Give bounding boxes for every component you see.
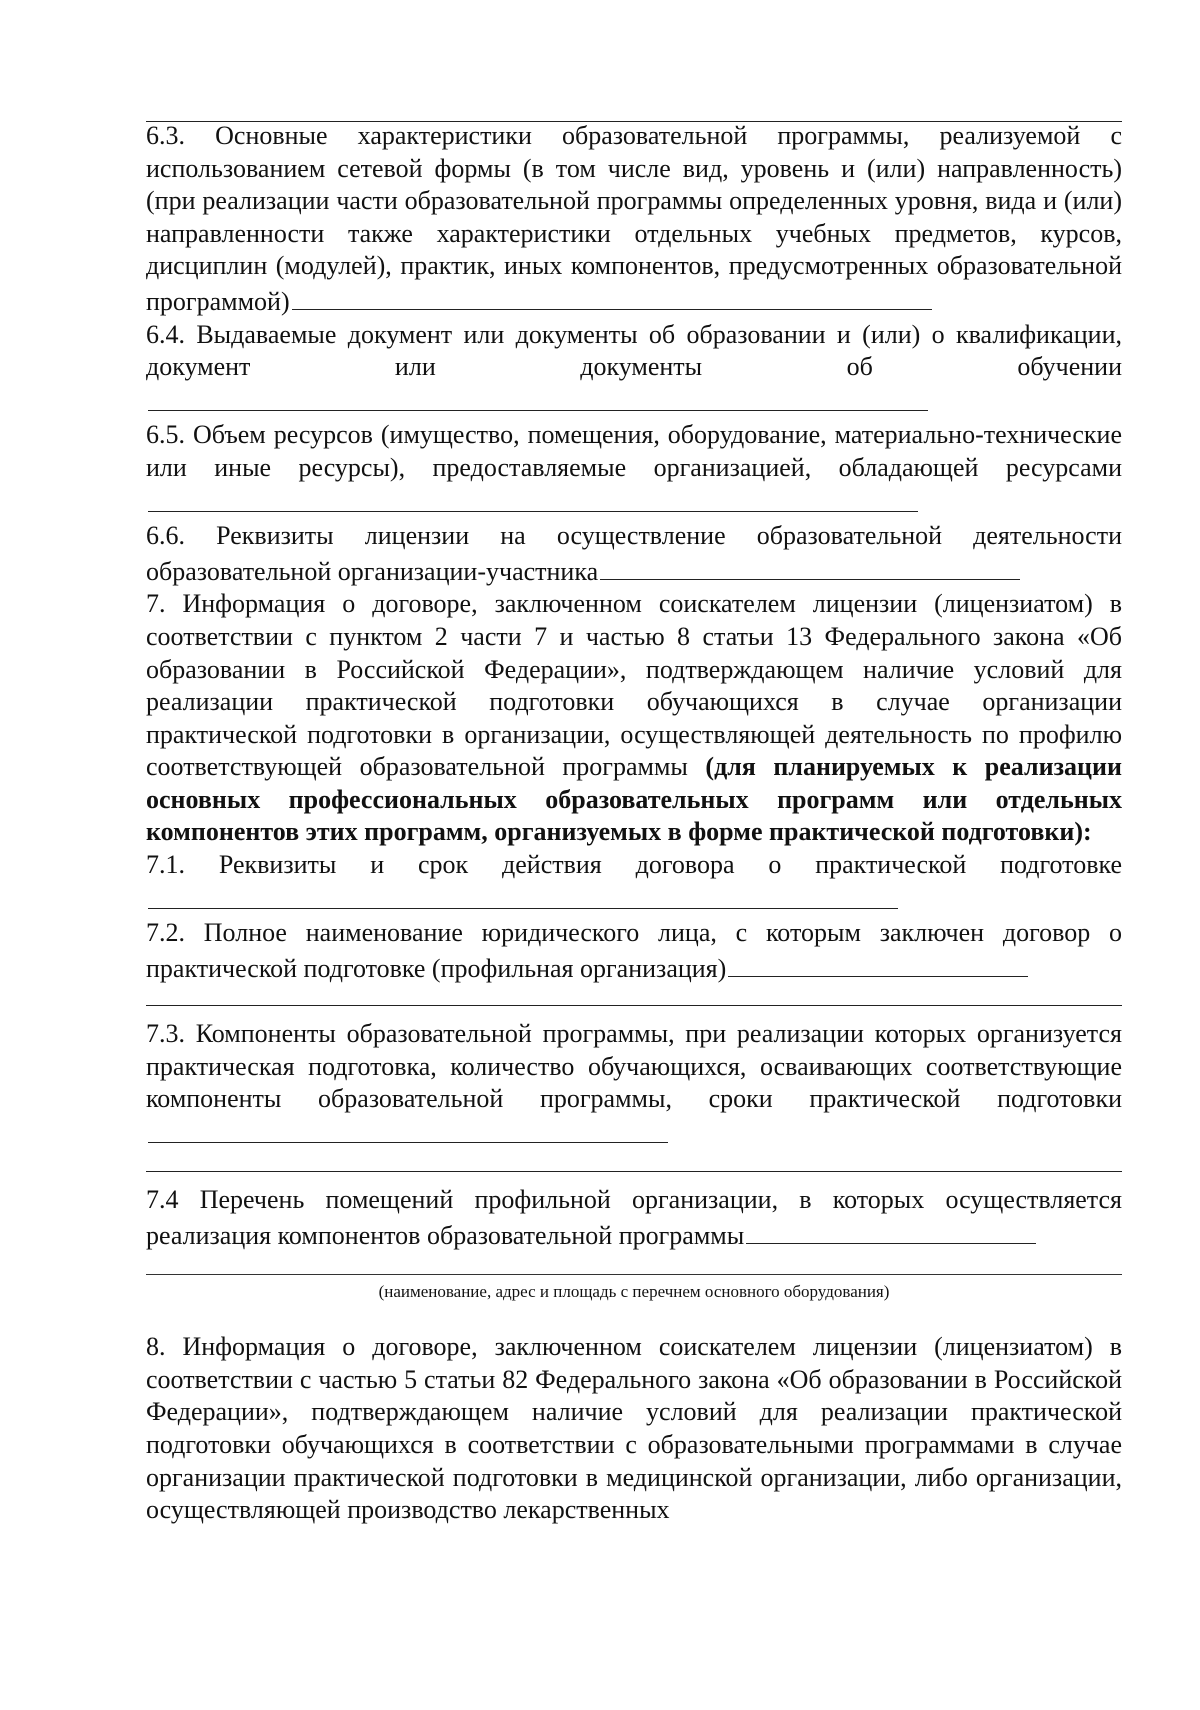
section-7-3 [146, 1018, 1122, 1151]
section-7-2-text: 7.2. Полное наименование юридического лица, с которым заключен договор о практической подготовке (профильная организация) [146, 918, 1122, 983]
fill-line-7-2[interactable] [728, 950, 1028, 977]
section-7-3-text: 7.3. Компоненты образовательной программы, при реализации которых организуется практическая подготовка, количество обучающихся, осваивающих соответствующие компоненты образовательной программы, сроки практической подготовки [146, 1019, 1122, 1114]
fill-line-6-3[interactable] [292, 283, 932, 310]
fill-line-7-2-extra[interactable] [146, 985, 1122, 1018]
section-7-1 [146, 849, 1122, 917]
section-8 [146, 1331, 1122, 1527]
spacer [146, 1303, 1122, 1331]
section-7 [146, 588, 1122, 849]
section-6-6-text: 6.6. Реквизиты лицензии на осуществление образовательной деятельности образовательной организации-участника [146, 521, 1122, 586]
fill-line-7-3[interactable] [148, 1116, 668, 1143]
fill-line-7-4-extra[interactable] [146, 1274, 1122, 1275]
section-8-text: 8. Информация о договоре, заключенном соискателем лицензии (лицензиатом) в соответствии с частью 5 статьи 82 Федерального закона «Об образовании в Российской Федерации», подтверждающем наличие условий для реализации практической подготовки обучающихся в соответствии с образовательными программами в случае организации практической подготовки в медицинской организации, либо организации, осуществляющей производство лекарственных [146, 1332, 1122, 1525]
fill-line-7-4[interactable] [746, 1217, 1036, 1244]
fill-line-7-1[interactable] [148, 882, 898, 909]
section-7-4-text: 7.4 Перечень помещений профильной организации, в которых осуществляется реализация компонентов образовательной программы [146, 1185, 1122, 1250]
section-7-2 [146, 917, 1122, 985]
section-7-bold-text: (для планируемых к реализации основных профессиональных образовательных программ или отдельных компонентов этих программ, организуемых в форме практической подготовки): [146, 752, 1122, 847]
section-7-text: 7. Информация о договоре, заключенном соискателем лицензии (лицензиатом) в соответствии с пунктом 2 части 7 и частью 8 статьи 13 Федерального закона «Об образовании в Российской Федерации», подтверждающем наличие условий для реализации практической подготовки обучающихся в случае организации практической подготовки в организации, осуществляющей деятельность по профилю соответствующей образовательной программы [146, 589, 1122, 782]
section-6-3-text: 6.3. Основные характеристики образовательной программы, реализуемой с использованием сетевой формы (в том числе вид, уровень и (или) направленность) (при реализации части образовательной программы определенных уровня, вида и (или) направленности также характеристики отдельных учебных предметов, курсов, дисциплин (модулей), практик, иных компонентов, предусмотренных образовательной программой) [146, 121, 1122, 316]
section-6-5 [146, 419, 1122, 520]
section-7-1-text: 7.1. Реквизиты и срок действия договора о практической подготовке [146, 850, 1122, 880]
fill-line-6-5[interactable] [148, 485, 918, 512]
section-6-6 [146, 520, 1122, 588]
fill-line-7-3-extra[interactable] [146, 1151, 1122, 1184]
fill-line-6-6[interactable] [600, 553, 1020, 580]
section-6-4-text: 6.4. Выдаваемые документ или документы об образовании и (или) о квалификации, документ или документы об обучении [146, 319, 1122, 382]
caption-7-4: (наименование, адрес и площадь с перечнем основного оборудования) [378, 1282, 890, 1302]
document-body [146, 120, 1122, 1527]
section-7-4 [146, 1184, 1122, 1252]
fill-line-6-4[interactable] [148, 384, 928, 411]
section-6-5-text: 6.5. Объем ресурсов (имущество, помещения, оборудование, материально-технические или иные ресурсы), предоставляемые организацией, обладающей ресурсами [146, 420, 1122, 482]
section-6-3 [146, 120, 1122, 319]
section-6-4 [146, 319, 1122, 420]
